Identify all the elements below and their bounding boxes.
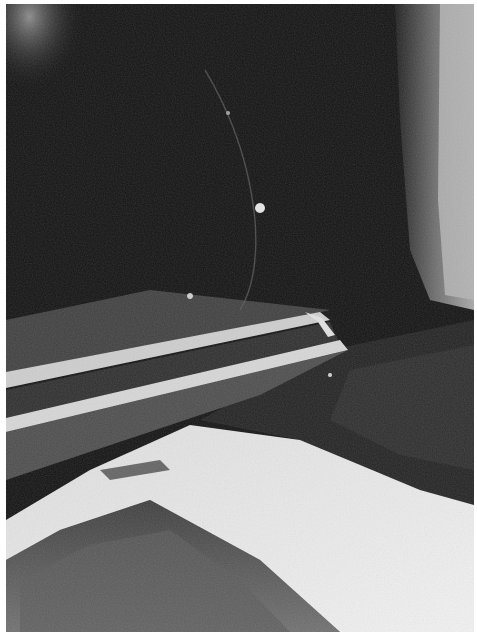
film-grain	[6, 4, 474, 632]
